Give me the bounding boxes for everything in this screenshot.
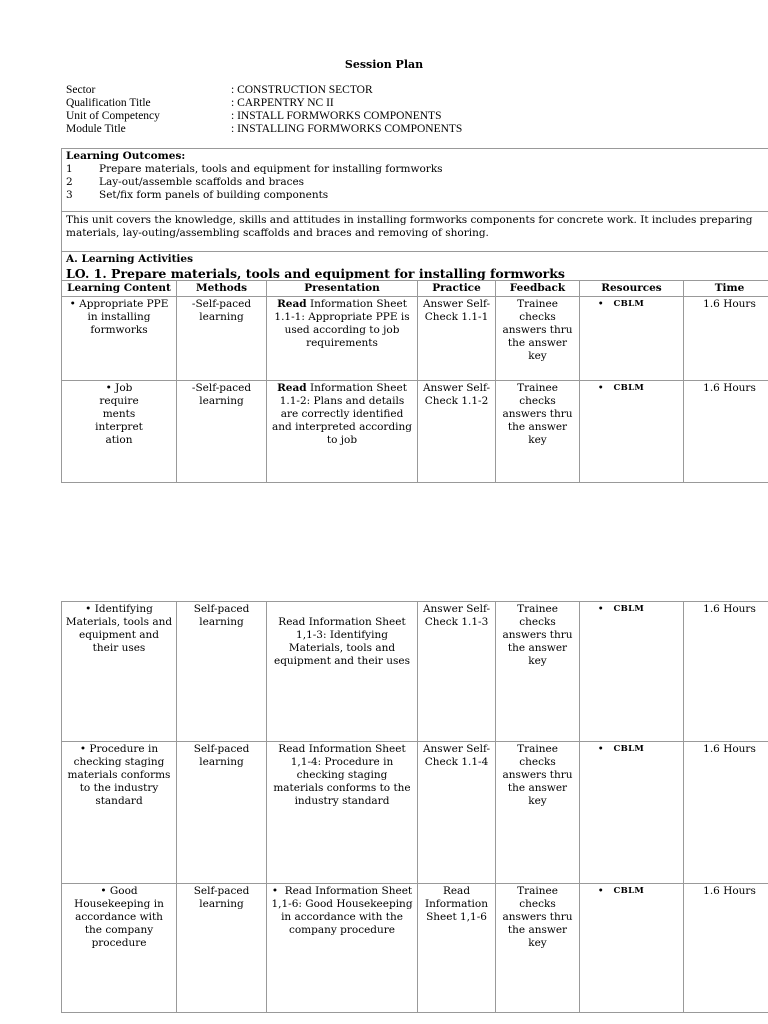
table-header-row bbox=[62, 281, 768, 297]
outcome-item bbox=[66, 189, 768, 202]
bullet-icon: • bbox=[105, 382, 112, 394]
learning-activities-box bbox=[61, 251, 768, 281]
methods-cell: Self-paced learning bbox=[177, 602, 267, 742]
bullet-icon: • bbox=[598, 299, 604, 309]
learning-content-cell: • Good Housekeeping in accordance with the company procedure bbox=[62, 884, 177, 1013]
lo-title: LO. 1. Prepare materials, tools and equipment for installing formworks bbox=[66, 266, 565, 281]
info-row-sector bbox=[66, 84, 462, 97]
outcome-item bbox=[66, 163, 768, 176]
unit-description: This unit covers the knowledge, skills and attitudes in installing formworks components for concrete work. It includes preparing materials, lay-outing/assembling scaffolds and braces and removing of shoring. bbox=[61, 211, 768, 252]
info-value: : CARPENTRY NC II bbox=[231, 97, 334, 109]
presentation-cell: Read Information Sheet 1,1-4: Procedure in checking staging materials conforms to the industry standard bbox=[267, 742, 418, 884]
info-row-module bbox=[66, 123, 462, 136]
bullet-icon: • bbox=[598, 744, 604, 754]
document-title: Session Plan bbox=[344, 58, 424, 71]
info-value: : CONSTRUCTION SECTOR bbox=[231, 84, 373, 96]
col-header-methods: Methods bbox=[177, 281, 267, 297]
practice-cell: Answer Self-Check 1.1-2 bbox=[418, 381, 496, 483]
bullet-icon: • bbox=[598, 383, 604, 393]
session-table-page2 bbox=[61, 601, 768, 1013]
methods-cell: -Self-paced learning bbox=[177, 297, 267, 381]
feedback-cell: Trainee checks answers thru the answer key bbox=[496, 602, 580, 742]
feedback-cell: Trainee checks answers thru the answer key bbox=[496, 884, 580, 1013]
outcome-number: 3 bbox=[66, 189, 73, 201]
learning-content-cell: • Identifying Materials, tools and equipment and their uses bbox=[62, 602, 177, 742]
info-label: Module Title bbox=[66, 123, 126, 135]
outcome-number: 2 bbox=[66, 176, 73, 188]
outcome-item bbox=[66, 176, 768, 189]
col-header-time: Time bbox=[684, 281, 768, 297]
feedback-cell: Trainee checks answers thru the answer key bbox=[496, 381, 580, 483]
info-row-unit bbox=[66, 110, 462, 123]
time-cell: 1.6 Hours bbox=[684, 884, 768, 1013]
resources-cell: • CBLM bbox=[580, 742, 684, 884]
learning-activities-heading: A. Learning Activities bbox=[66, 253, 194, 265]
time-cell: 1.6 Hours bbox=[684, 602, 768, 742]
time-cell: 1.6 Hours bbox=[684, 742, 768, 884]
resources-cell: • CBLM bbox=[580, 602, 684, 742]
table-row bbox=[62, 297, 768, 381]
time-cell: 1.6 Hours bbox=[684, 297, 768, 381]
presentation-cell: Read Information Sheet 1.1-2: Plans and details are correctly identified and interpreted according to job bbox=[267, 381, 418, 483]
presentation-cell: • Read Information Sheet 1,1-6: Good Housekeeping in accordance with the company procedure bbox=[267, 884, 418, 1013]
bullet-icon: • bbox=[598, 886, 604, 896]
info-label: Sector bbox=[66, 84, 96, 96]
outcome-number: 1 bbox=[66, 163, 73, 175]
info-value: : INSTALL FORMWORKS COMPONENTS bbox=[231, 110, 442, 122]
table-row bbox=[62, 602, 768, 742]
feedback-cell: Trainee checks answers thru the answer key bbox=[496, 297, 580, 381]
methods-cell: Self-paced learning bbox=[177, 742, 267, 884]
col-header-resources: Resources bbox=[580, 281, 684, 297]
bullet-icon: • bbox=[69, 298, 76, 310]
bullet-icon: • bbox=[79, 743, 87, 755]
learning-outcomes-heading: Learning Outcomes: bbox=[66, 150, 186, 162]
outcome-text: Prepare materials, tools and equipment for installing formworks bbox=[99, 163, 443, 175]
learning-outcomes-box bbox=[61, 148, 768, 212]
bullet-icon: • bbox=[271, 885, 279, 897]
practice-cell: Answer Self-Check 1.1-3 bbox=[418, 602, 496, 742]
learning-content-cell: • Appropriate PPE in installing formworks bbox=[62, 297, 177, 381]
practice-cell: Answer Self-Check 1.1-1 bbox=[418, 297, 496, 381]
col-header-presentation: Presentation bbox=[267, 281, 418, 297]
outcome-text: Lay-out/assemble scaffolds and braces bbox=[99, 176, 305, 188]
col-header-learning-content: Learning Content bbox=[62, 281, 177, 297]
practice-cell: Answer Self-Check 1.1-4 bbox=[418, 742, 496, 884]
practice-cell: Read Information Sheet 1,1-6 bbox=[418, 884, 496, 1013]
methods-cell: Self-paced learning bbox=[177, 884, 267, 1013]
learning-content-cell: • Procedure in checking staging materials conforms to the industry standard bbox=[62, 742, 177, 884]
learning-content-cell: • Job require ments interpret ation bbox=[62, 381, 177, 483]
resources-cell: • CBLM bbox=[580, 884, 684, 1013]
bullet-icon: • bbox=[100, 885, 107, 897]
bullet-icon: • bbox=[85, 603, 92, 615]
time-cell: 1.6 Hours bbox=[684, 381, 768, 483]
presentation-cell: Read Information Sheet 1,1-3: Identifying Materials, tools and equipment and their uses bbox=[267, 602, 418, 742]
bullet-icon: • bbox=[598, 604, 604, 614]
table-row bbox=[62, 742, 768, 884]
info-row-qualification bbox=[66, 97, 462, 110]
info-block bbox=[66, 84, 462, 136]
info-value: : INSTALLING FORMWORKS COMPONENTS bbox=[231, 123, 463, 135]
col-header-practice: Practice bbox=[418, 281, 496, 297]
feedback-cell: Trainee checks answers thru the answer key bbox=[496, 742, 580, 884]
info-label: Unit of Competency bbox=[66, 110, 160, 122]
table-row bbox=[62, 381, 768, 483]
outcome-text: Set/fix form panels of building components bbox=[99, 189, 329, 201]
info-label: Qualification Title bbox=[66, 97, 151, 109]
resources-cell: • CBLM bbox=[580, 381, 684, 483]
table-row bbox=[62, 884, 768, 1013]
presentation-cell: Read Information Sheet 1.1-1: Appropriate PPE is used according to job requirements bbox=[267, 297, 418, 381]
session-table-page1 bbox=[61, 280, 768, 483]
methods-cell: -Self-paced learning bbox=[177, 381, 267, 483]
col-header-feedback: Feedback bbox=[496, 281, 580, 297]
resources-cell: • CBLM bbox=[580, 297, 684, 381]
